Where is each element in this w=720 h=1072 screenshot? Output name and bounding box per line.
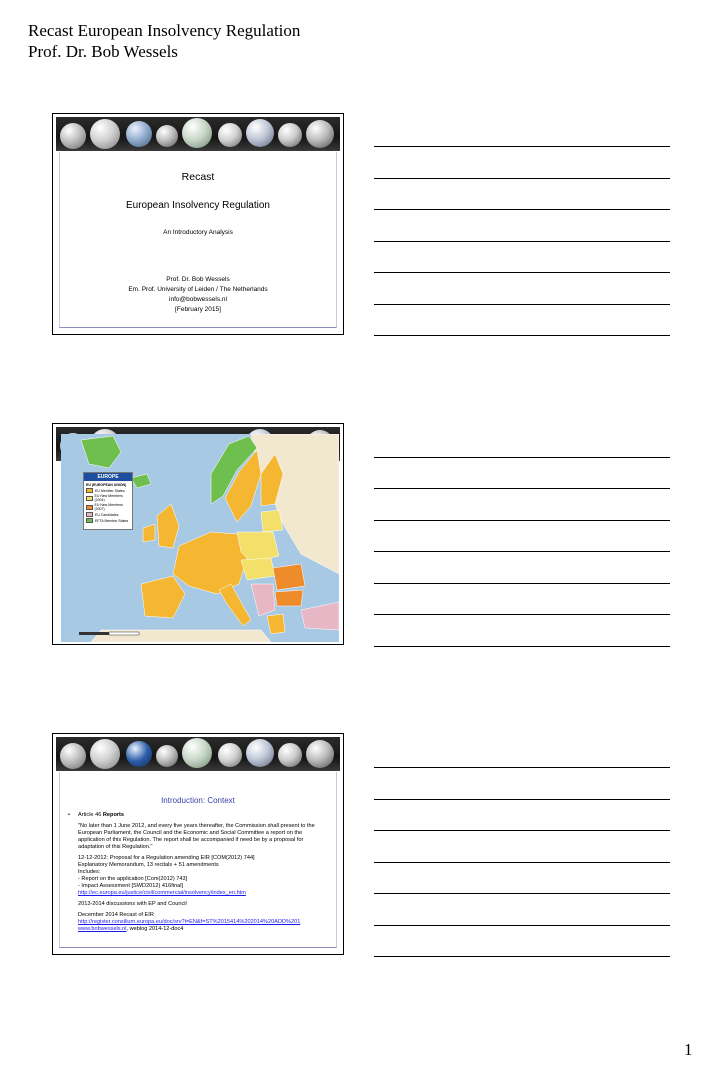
legend-swatch xyxy=(86,488,93,493)
note-line xyxy=(374,893,670,894)
page-header xyxy=(28,20,300,62)
legend-swatch xyxy=(86,518,93,523)
note-line xyxy=(374,209,670,210)
marble-banner xyxy=(56,117,340,151)
weblog-text: , weblog 2014-12-doc4 xyxy=(126,926,184,932)
bullet-bold: Reports xyxy=(102,812,125,818)
legend-label: EFTA Member States xyxy=(95,518,129,523)
legend-item xyxy=(86,488,130,493)
proposal-line: - Impact Assessment [SWD2012) 416final] xyxy=(78,883,184,889)
legend-label: EU New Members (2004) xyxy=(94,494,123,502)
note-line xyxy=(374,583,670,584)
proposal-line: - Report on the application [Com(2012) 743] xyxy=(78,876,188,882)
note-line xyxy=(374,241,670,242)
legend-swatch xyxy=(86,496,93,501)
proposal-block xyxy=(78,855,330,897)
note-line xyxy=(374,178,670,179)
legend-label: EU New Members (2007) xyxy=(94,503,123,511)
slide-1 xyxy=(52,113,344,335)
legend-item xyxy=(86,494,130,502)
legend-heading: EU (EUROPEAN UNION) xyxy=(86,483,127,487)
slide-tagline: An Introductory Analysis xyxy=(163,229,233,236)
header-title: Recast European Insolvency Regulation xyxy=(28,21,301,40)
note-line xyxy=(374,520,670,521)
bullet-item xyxy=(68,812,330,819)
discussions-text: 2013-2014 discussions with EP and Council xyxy=(78,901,187,907)
note-line xyxy=(374,335,670,336)
slide-title: Recast xyxy=(181,171,215,183)
slide-body xyxy=(68,812,330,933)
legend-title: EUROPE xyxy=(84,473,132,481)
legend-label: EU Member States xyxy=(95,488,125,493)
europe-map xyxy=(61,434,339,642)
europe-map-graphic xyxy=(61,434,339,642)
bullet-dot-icon: • xyxy=(68,812,70,818)
slide-date: [February 2015] xyxy=(175,306,221,313)
note-line xyxy=(374,646,670,647)
note-line xyxy=(374,488,670,489)
note-line xyxy=(374,304,670,305)
marble-banner xyxy=(56,737,340,771)
council-register-link[interactable]: http://register.consilium.europa.eu/doc/srv?l=EN&f=ST%2015414%202014%20ADD%201 xyxy=(78,919,301,925)
legend-item xyxy=(86,512,130,517)
legend-swatch xyxy=(86,512,93,517)
note-line xyxy=(374,272,670,273)
note-line xyxy=(374,551,670,552)
slide-2 xyxy=(52,423,344,645)
slide-3 xyxy=(52,733,344,955)
map-legend xyxy=(83,472,133,530)
commission-link[interactable]: http://ec.europa.eu/justice/civil/commercial/insolvency/index_en.htm xyxy=(78,890,246,896)
slide-subtitle: European Insolvency Regulation xyxy=(126,200,270,211)
bobwessels-link[interactable]: www.bobwessels.nl xyxy=(78,926,127,932)
slide-author-block xyxy=(60,275,336,315)
legend-item xyxy=(86,503,130,511)
proposal-line: Explanatory Memorandum, 13 recitals + 51 amendments xyxy=(78,862,219,868)
legend-swatch xyxy=(86,505,93,510)
bullet-text xyxy=(78,812,124,819)
note-line xyxy=(374,799,670,800)
header-author: Prof. Dr. Bob Wessels xyxy=(28,42,178,61)
slide-1-content xyxy=(59,152,337,328)
slide-title: Introduction: Context xyxy=(161,796,235,805)
note-line xyxy=(374,830,670,831)
legend-item xyxy=(86,518,130,523)
legend-label: EU Candidates xyxy=(95,512,119,517)
author-email: info@bobwessels.nl xyxy=(169,296,227,303)
note-line xyxy=(374,956,670,957)
bullet-prefix: Article 46 xyxy=(78,812,103,818)
page-number: 1 xyxy=(684,1040,693,1059)
slide-3-content xyxy=(59,772,337,948)
note-line xyxy=(374,614,670,615)
proposal-line: Includes: xyxy=(78,869,101,875)
note-line xyxy=(374,925,670,926)
note-line xyxy=(374,767,670,768)
note-line xyxy=(374,146,670,147)
article-quote: "No later than 1 June 2012, and every five years thereafter, the Commission shall present to the European Parliament, the Council and the Economic and Social Committee a report on the application of this Regulation. The report shall be accompanied if need be by a proposal for adaptation of this Regulation." xyxy=(78,823,315,850)
recast-block xyxy=(78,912,330,933)
author-affiliation: Em. Prof. University of Leiden / The Netherlands xyxy=(128,286,268,293)
proposal-line: 12-12-2012: Proposal for a Regulation amending EIR [COM(2012) 744] xyxy=(78,855,255,861)
recast-text: December 2014 Recast of EIR xyxy=(78,912,154,918)
note-line xyxy=(374,862,670,863)
note-line xyxy=(374,457,670,458)
author-name: Prof. Dr. Bob Wessels xyxy=(166,276,230,283)
